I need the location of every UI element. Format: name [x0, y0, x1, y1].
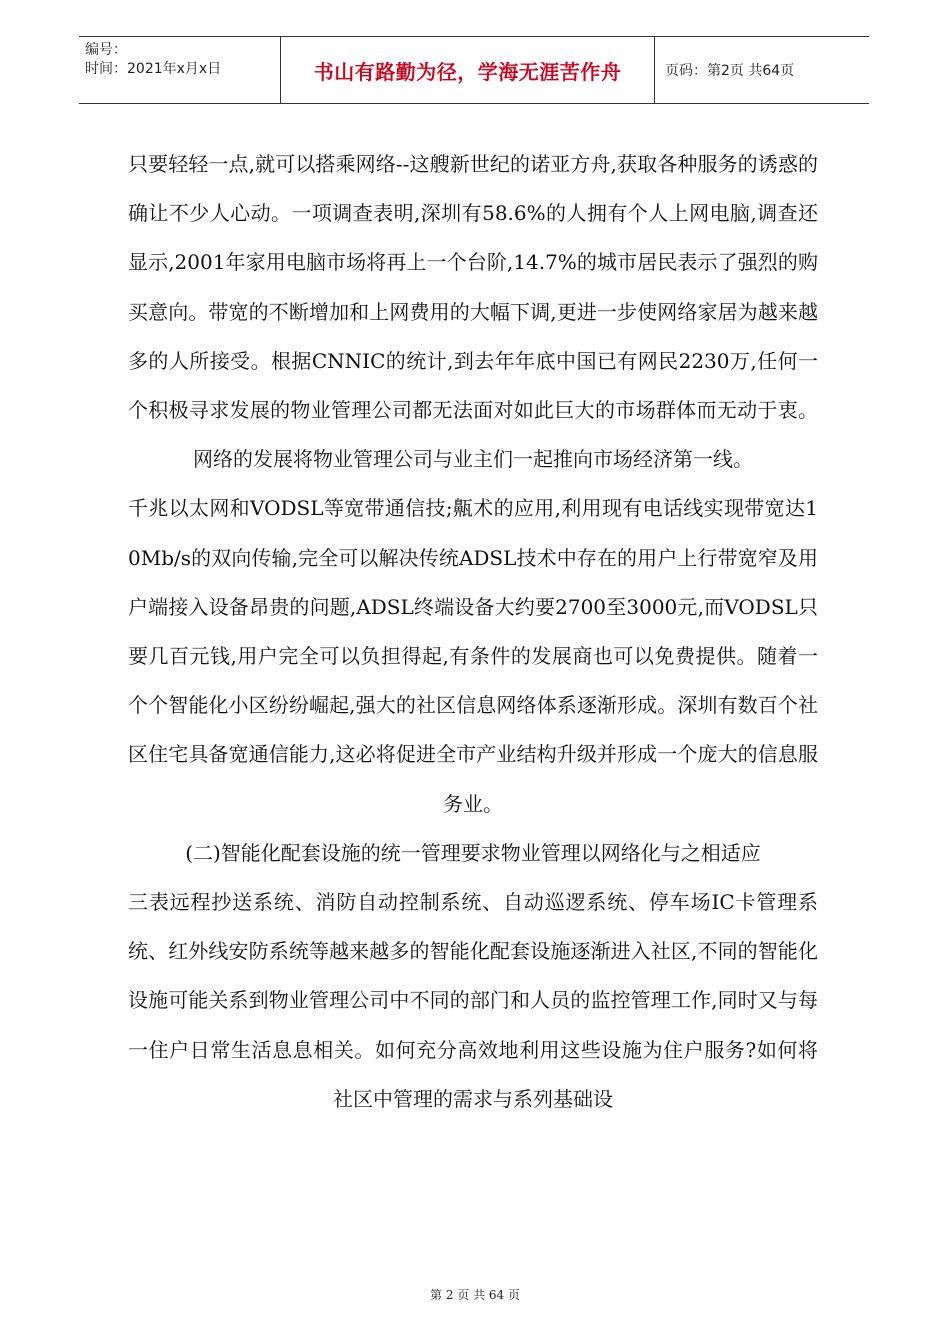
document-body: [128, 140, 818, 1124]
page-header: [79, 36, 869, 104]
header-page-info: 页码：第2页 共64页: [665, 63, 795, 79]
header-motto: 书山有路勤为径，学海无涯苦作舟: [281, 37, 655, 103]
page-footer: 第 2 页 共 64 页: [430, 1288, 520, 1302]
document-date: 时间：2021年x月x日: [85, 61, 222, 77]
header-meta: [79, 37, 281, 103]
section-heading: (二)智能化配套设施的统一管理要求物业管理以网络化与之相适应: [185, 840, 761, 865]
paragraph: 只要轻轻一点,就可以搭乘网络--这艘新世纪的诺亚方舟,获取各种服务的诱惑的确让不少人心动。一项调查表明,深圳有58.6%的人拥有个人上网电脑,调查还显示,2001年家用电脑市场将再上一个台阶,14.7%的城市居民表示了强烈的购买意向。带宽的不断增加和上网费用的大幅下调,更进一步使网络家居为越来越多的人所接受。根据CNNIC的统计,到去年年底中国已有网民2230万,任何一个积极寻求发展的物业管理公司都无法面对如此巨大的市场群体而无动于衷。网络的发展将物业管理公司与业主们一起推向市场经济第一线。: [128, 152, 818, 472]
document-number-label: 编号：: [85, 42, 127, 58]
paragraph: 千兆以太网和VODSL等宽带通信技;齀术的应用,利用现有电话线实现带宽达10Mb/s的双向传输,完全可以解决传统ADSL技术中存在的用户上行带宽窄及用户端接入设备昂贵的问题,ADSL终端设备大约要2700至3000元,而VODSL只要几百元钱,用户完全可以负担得起,有条件的发展商也可以免费提供。随着一个个智能化小区纷纷崛起,强大的社区信息网络体系逐渐形成。深圳有数百个社区住宅具备宽通信能力,这必将促进全市产业结构升级并形成一个庞大的信息服务业。: [128, 496, 818, 816]
paragraph: 三表远程抄送系统、消防自动控制系统、自动巡逻系统、停车场IC卡管理系统、红外线安防系统等越来越多的智能化配套设施逐渐进入社区,不同的智能化设施可能关系到物业管理公司中不同的部门和人员的监控管理工作,同时又与每一住户日常生活息息相关。如何充分高效地利用这些设施为住户服务?如何将社区中管理的需求与系列基础设: [128, 890, 818, 1111]
